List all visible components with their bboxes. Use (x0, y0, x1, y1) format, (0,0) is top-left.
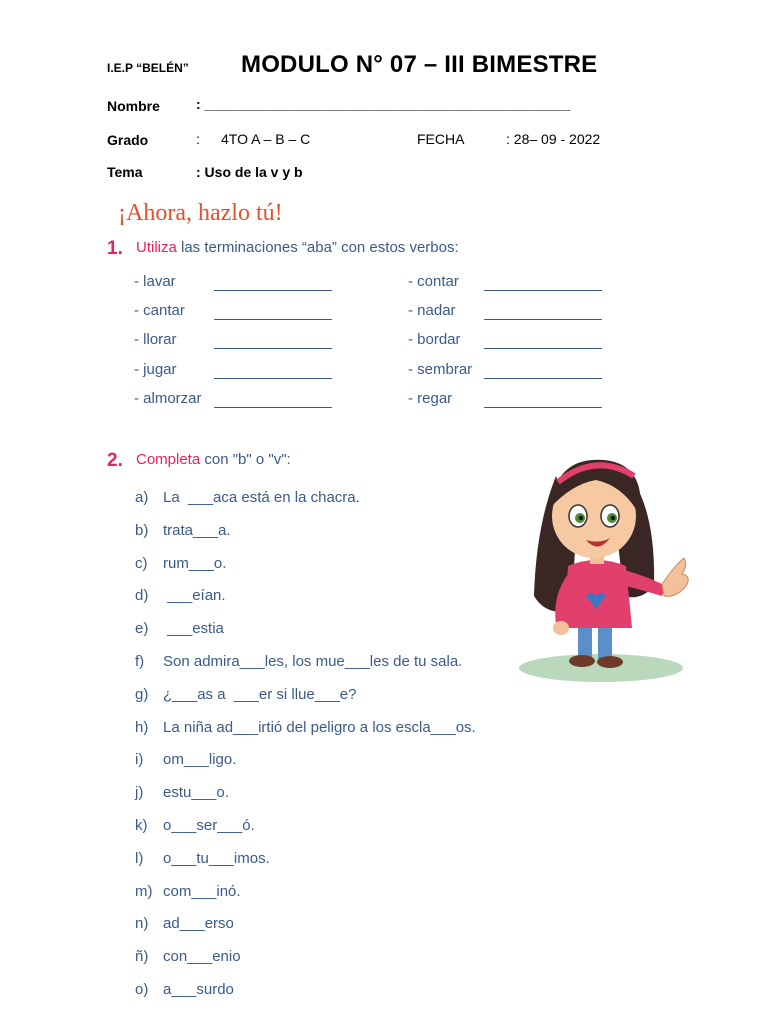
right-verb: - nadar (408, 302, 456, 320)
exercise2-number: 2. (107, 450, 123, 471)
exercise1-instruction (136, 239, 459, 256)
fecha-label: FECHA (417, 131, 465, 147)
exercise1-number: 1. (107, 238, 123, 259)
grado-colon: : (196, 131, 200, 147)
left-verb: - llorar (134, 331, 177, 349)
right-verb-answer-line[interactable] (484, 334, 602, 349)
exercise2-instruction-text: con "b" o "v": (200, 451, 291, 468)
item-letter: ñ) (135, 948, 149, 966)
right-verb: - sembrar (408, 360, 473, 378)
right-verb: - bordar (408, 331, 461, 349)
item-letter: l) (135, 849, 144, 867)
item-letter: i) (135, 751, 144, 769)
right-verb: - contar (408, 273, 459, 290)
right-verb-answer-line[interactable] (484, 276, 602, 291)
item-text[interactable]: con___enio (163, 948, 241, 966)
item-text[interactable]: Son admira___les, los mue___les de tu sala. (163, 653, 463, 670)
item-text[interactable]: rum___o. (163, 554, 227, 572)
item-letter: d) (135, 587, 149, 605)
item-letter: c) (135, 554, 148, 572)
nombre-field: : _______________________________________________ (196, 96, 571, 112)
left-verb-answer-line[interactable] (214, 334, 332, 349)
left-verb: - lavar (134, 273, 176, 290)
right-verb-answer-line[interactable] (484, 364, 602, 379)
exercise2-instruction (136, 451, 291, 468)
girl-cartoon-illustration (516, 446, 696, 686)
grado-value: 4TO A – B – C (221, 131, 311, 147)
item-text[interactable]: o___tu___imos. (163, 849, 270, 867)
item-text[interactable]: ___estia (163, 620, 224, 638)
left-verb-answer-line[interactable] (214, 393, 332, 408)
item-text[interactable]: ___eían. (163, 587, 226, 605)
item-letter: a) (135, 489, 149, 506)
right-verb-answer-line[interactable] (484, 393, 602, 408)
left-verb: - cantar (134, 302, 185, 320)
item-letter: g) (135, 685, 149, 703)
tema-label: Tema (107, 164, 143, 180)
item-letter: h) (135, 718, 149, 736)
item-letter: f) (135, 653, 145, 670)
left-verb: - almorzar (134, 389, 202, 407)
exercise1-instruction-text: las terminaciones “aba” con estos verbos: (176, 239, 459, 256)
section-heading: ¡Ahora, hazlo tú! (118, 200, 283, 226)
item-text[interactable]: ad___erso (163, 915, 234, 933)
item-letter: b) (135, 521, 149, 539)
item-letter: e) (135, 620, 149, 638)
item-text[interactable]: trata___a. (163, 521, 231, 539)
item-text[interactable]: om___ligo. (163, 751, 237, 769)
item-text[interactable]: La ___aca está en la chacra. (163, 489, 360, 506)
exercise2-keyword: Completa (136, 451, 201, 468)
right-verb-answer-line[interactable] (484, 305, 602, 320)
item-text[interactable]: estu___o. (163, 784, 229, 802)
page-title: MODULO N° 07 – III BIMESTRE (241, 51, 598, 78)
item-text[interactable]: o___ser___ó. (163, 817, 255, 834)
left-verb-answer-line[interactable] (214, 305, 332, 320)
item-text[interactable]: com___inó. (163, 882, 241, 900)
left-verb-answer-line[interactable] (214, 276, 332, 291)
tema-value: : Uso de la v y b (196, 164, 303, 180)
school-name: I.E.P “BELÉN” (107, 61, 189, 75)
item-text[interactable]: a___surdo (163, 981, 234, 998)
item-letter: o) (135, 981, 149, 998)
exercise1-keyword: Utiliza (136, 239, 177, 256)
item-letter: j) (135, 784, 144, 802)
item-text[interactable]: ¿___as a ___er si llue___e? (163, 685, 357, 703)
item-letter: k) (135, 817, 148, 834)
item-text[interactable]: La niña ad___irtió del peligro a los escla___os. (163, 718, 476, 736)
item-letter: m) (135, 882, 153, 900)
left-verb-answer-line[interactable] (214, 364, 332, 379)
item-letter: n) (135, 915, 149, 933)
nombre-label: Nombre (107, 98, 160, 114)
right-verb: - regar (408, 389, 453, 407)
left-verb: - jugar (134, 360, 177, 378)
fecha-value: : 28– 09 - 2022 (506, 131, 601, 147)
grado-label: Grado (107, 132, 149, 148)
